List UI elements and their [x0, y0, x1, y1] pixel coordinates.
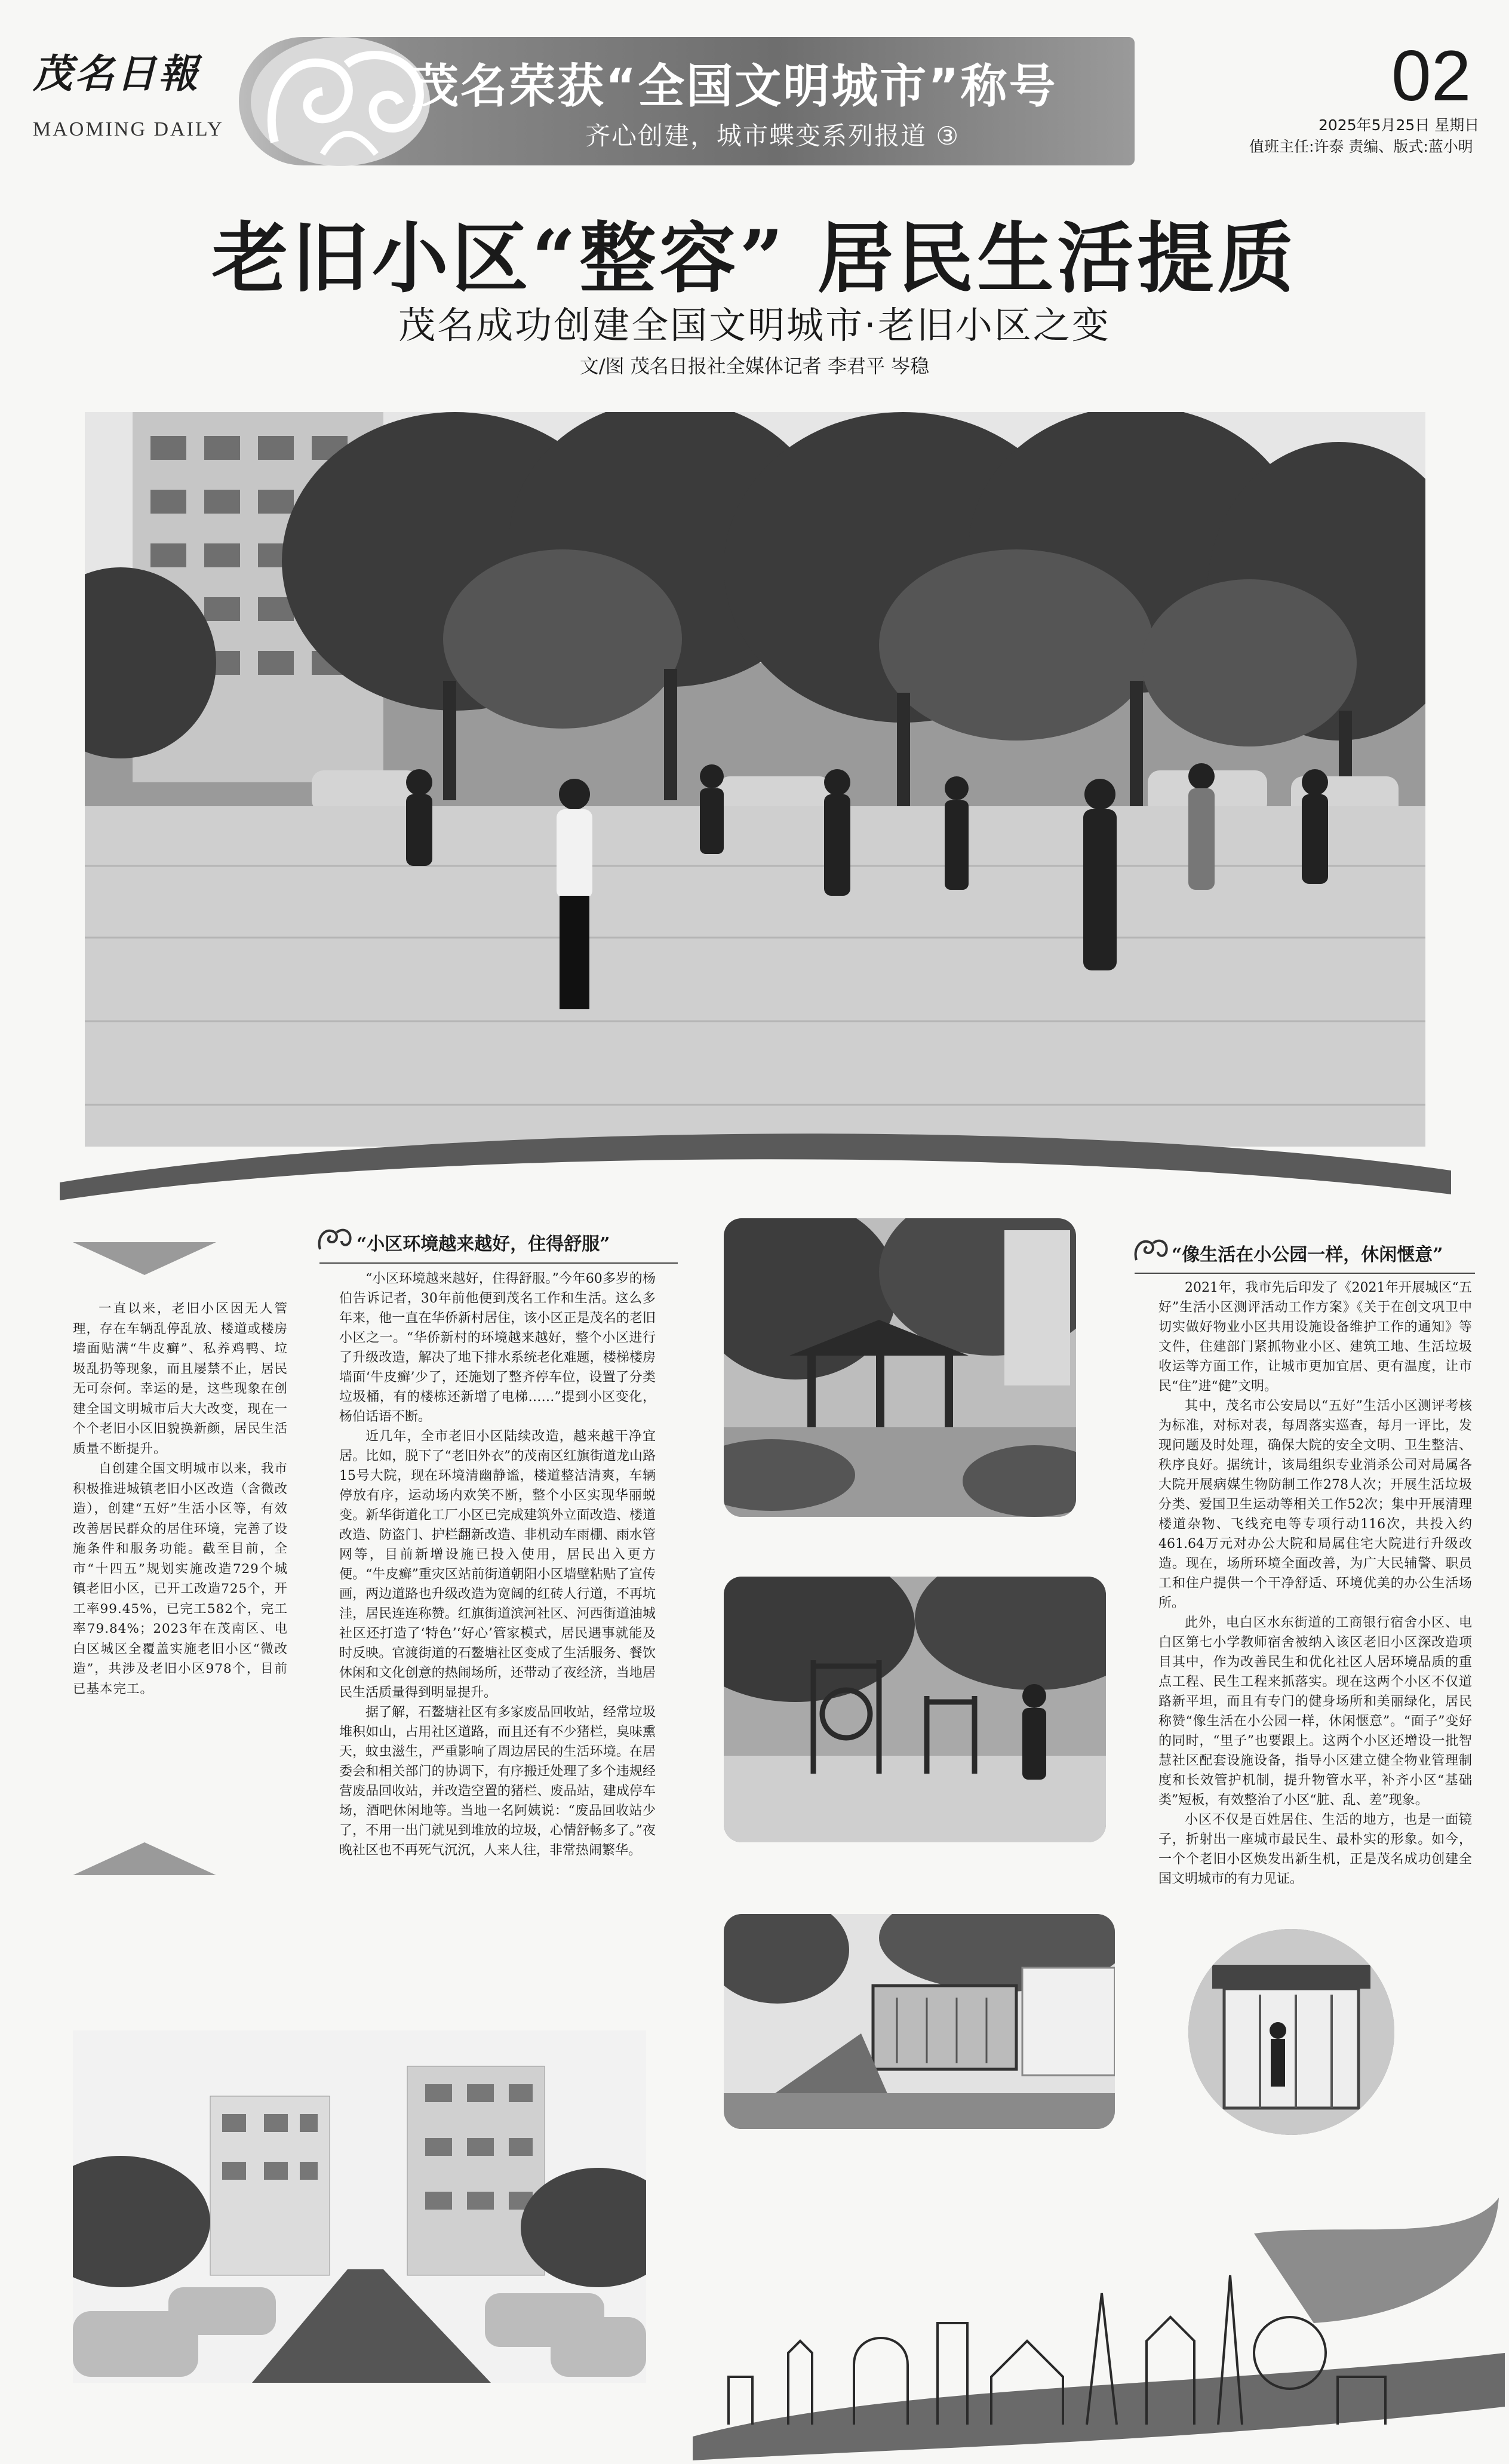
section1-body: [339, 1269, 656, 1860]
page-number: 02: [1391, 36, 1471, 116]
city-skyline-illustration: [657, 2126, 1505, 2460]
issue-date: 2025年5月25日 星期日: [1319, 116, 1480, 134]
byline: 文/图 茂名日报社全媒体记者 李君平 岑稳: [579, 355, 930, 377]
intro-paragraph: 自创建全国文明城市以来，我市积极推进城镇老旧小区改造（含微改造），创建“五好”生活小区等，有效改善居民群众的居住环境，完善了设施条件和服务功能。截至目前，全市“十四五”规划实施改造729个城镇老旧小区，已开工改造725个，开工率99.45%，已完工582个，完工率79.84%；2023年在茂南区、电白区城区全覆盖实施老旧小区“微改造”，共涉及老旧小区978个，目前已基本完工。: [73, 1461, 288, 1697]
section-swirl-icon: [1133, 1236, 1169, 1265]
decorative-arc: [60, 1123, 1451, 1206]
body-paragraph: “小区环境越来越好，住得舒服。”今年60多岁的杨伯告诉记者，30年前他便到茂名工作和生活。这么多年来，他一直在华侨新村居住，该小区正是茂名的老旧小区之一。“华侨新村的环境越来越好，整个小区进行了升级改造，解决了地下排水系统老化难题，楼梯楼房墙面‘牛皮癣’少了，还施划了整齐停车位，设置了分类垃圾桶，有的楼栋还新增了电梯……”提到小区变化，杨伯话语不断。: [339, 1271, 656, 1424]
intro-paragraph: 一直以来，老旧小区因无人管理，存在车辆乱停乱放、楼道或楼房墙面贴满“牛皮癣”、私养鸡鸭、垃圾乱扔等现象，而且屡禁不止，居民无可奈何。幸运的是，这些现象在创建全国文明城市后大大改变，现在一个个老旧小区旧貌换新颜，居民生活质量不断提升。: [73, 1301, 288, 1457]
column-marker-top: [73, 1242, 216, 1278]
newspaper-logo-english: MAOMING DAILY: [33, 118, 224, 140]
section2-body: [1158, 1278, 1472, 1889]
photo-pavilion-garden: [724, 1218, 1076, 1517]
banner-subtitle: 齐心创建，城市蝶变系列报道 ③: [585, 121, 960, 150]
body-paragraph: 2021年，我市先后印发了《2021年开展城区“五好”生活小区测评活动工作方案》《关于在创文巩卫中切实做好物业小区共用设施设备维护工作的通知》等文件，住建部门紧抓物业小区、建筑工地、生活垃圾收运等方面工作，让城市更加宜居、更有温度，让市民“住”进“健”文明。: [1158, 1280, 1472, 1394]
section-rule: [1135, 1267, 1475, 1279]
body-paragraph: 据了解，石鳌塘社区有多家废品回收站，经常垃圾堆积如山，占用社区道路，而且还有不少猪栏，臭味熏天，蚊虫滋生，严重影响了周边居民的生活环境。在居委会和相关部门的协调下，有序搬迁处理了多个违规经营废品回收站，并改造空置的猪栏、废品站，建成停车场，酒吧休闲地等。当地一名阿姨说：“废品回收站少了，不用一出门就见到堆放的垃圾，心情舒畅多了。”夜晚社区也不再死气沉沉，人来人往，非常热闹繁华。: [339, 1705, 656, 1858]
photo-renovated-street: [73, 2030, 646, 2383]
section-rule: [319, 1257, 678, 1269]
intro-column: [73, 1299, 288, 1699]
column-marker-bottom: [73, 1839, 216, 1875]
section-heading: “像生活在小公园一样，休闲惬意”: [1172, 1245, 1443, 1265]
body-paragraph: 小区不仅是百姓居住、生活的地方，也是一面镜子，折射出一座城市最民生、最朴实的形象。如今，一个个老旧小区焕发出新生机，正是茂名成功创建全国文明城市的有力见证。: [1158, 1812, 1472, 1887]
banner-title: 茂名荣获“全国文明城市”称号: [412, 60, 1058, 113]
body-paragraph: 此外，电白区水东街道的工商银行宿舍小区、电白区第七小学教师宿舍被纳入该区老旧小区深改造项目其中，作为改善民生和优化社区人居环境品质的重点工程、民生工程来抓落实。现在这两个小区不仅道路新平坦，而且有专门的健身场所和美丽绿化，居民称赞“像生活在小公园一样，休闲惬意”。“面子”变好的同时，“里子”也要跟上。这两个小区还增设一批智慧社区配套设施设备，指导小区建立健全物业管理制度和长效管护机制，提升物管水平，补齐小区“基础类”短板，有效整治了小区“脏、乱、差”现象。: [1158, 1615, 1472, 1808]
body-paragraph: 其中，茂名市公安局以“五好”生活小区测评考核为标准，对标对表，每周落实巡查，每月一评比，发现问题及时处理，确保大院的安全文明、卫生整洁、秩序良好。据统计，该局组织专业消杀公司对局属各大院开展病媒生物防制工作278人次；开展生活垃圾分类、爱国卫生运动等相关工作52次；集中开展清理楼道杂物、飞线充电等专项行动116次，共投入约461.64万元对办公大院和局属住宅大院进行升级改造。现在，场所环境全面改善，为广大民辅警、职员工和住户提供一个干净舒适、环境优美的办公生活场所。: [1158, 1399, 1472, 1611]
editors-credit: 值班主任:许泰 责编、版式:蓝小明: [1249, 138, 1473, 155]
body-paragraph: 近几年，全市老旧小区陆续改造，越来越干净宜居。比如，脱下了“老旧外衣”的茂南区红旗街道龙山路15号大院，现在环境清幽静谧，楼道整洁清爽，车辆停放有序，运动场内欢笑不断，整个小区实现华丽蜕变。新华街道化工厂小区已完成建筑外立面改造、楼道改造、防盗门、护栏翻新改造、非机动车雨棚、雨水管网等，目前新增设施已投入使用，居民出入更方便。“牛皮癣”重灾区站前街道朝阳小区墙壁粘贴了宣传画，两边道路也升级改造为宽阔的红砖人行道，不再坑洼，居民连连称赞。红旗街道滨河社区、河西街道油城社区还打造了‘特色’‘好心’管家模式，居民遇事就能及时反映。官渡街道的石鳌塘社区变成了生活服务、餐饮休闲和文化创意的热闹场所，还带动了夜经济，当地居民生活质量得到明显提升。: [339, 1429, 656, 1700]
page-title: 老旧小区“整容” 居民生活提质: [211, 214, 1298, 303]
section-heading: “小区环境越来越好，住得舒服”: [356, 1234, 610, 1255]
photo-fitness-area: [724, 1577, 1106, 1842]
section-swirl-icon: [316, 1225, 352, 1254]
photo-smart-kiosk-circle: [1188, 1929, 1394, 2135]
newspaper-logo: 茂名日報: [33, 50, 200, 97]
photo-street-kiosk: [724, 1914, 1115, 2129]
main-photo-taichi: [85, 412, 1425, 1147]
subheadline: 茂名成功创建全国文明城市·老旧小区之变: [398, 303, 1111, 347]
